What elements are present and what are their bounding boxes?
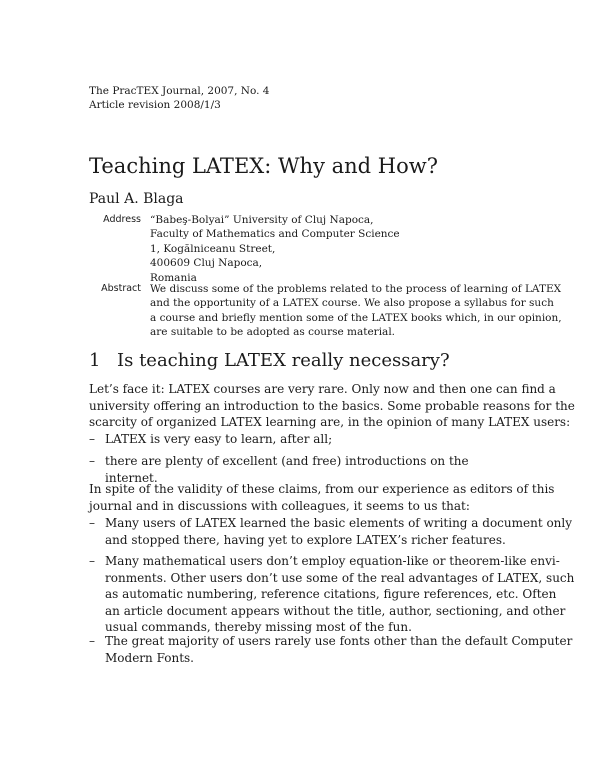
paragraph-line: journal and in discussions with colleagues, it seems to us that: [89, 498, 470, 513]
address-line: “Babeş-Bolyai” University of Cluj Napoca, [150, 214, 374, 226]
list-line: and stopped there, having yet to explore LATEX’s richer features. [105, 532, 506, 547]
list-line: as automatic numbering, reference citations, figure references, etc. Often [105, 587, 557, 601]
section-title: Is teaching LATEX really necessary? [117, 350, 450, 371]
paragraph [89, 481, 555, 514]
list-line: usual commands, thereby missing most of the fun. [105, 620, 412, 634]
list-dash: – [89, 634, 95, 648]
journal-line: The PracTEX Journal, 2007, No. 4 [89, 85, 270, 97]
address-line: 1, Kogălniceanu Street, [150, 242, 276, 255]
address-line: 400609 Cluj Napoca, [150, 257, 263, 270]
list-item-text [105, 515, 573, 548]
journal-header [89, 84, 269, 112]
list-line: The great majority of users rarely use fonts other than the default Computer [105, 634, 573, 648]
abstract-line: We discuss some of the problems related to the process of learning of LATEX [150, 283, 562, 295]
section-number: 1 [89, 350, 101, 371]
section-heading [89, 349, 450, 373]
list-dash: – [89, 432, 95, 446]
address-text [150, 213, 515, 285]
paragraph-line: university offering an introduction to the basics. Some probable reasons for the [89, 398, 575, 413]
paragraph [89, 381, 575, 431]
list-line: Many users of LATEX learned the basic elements of writing a document only [105, 516, 573, 530]
paragraph-line: scarcity of organized LATEX learning are, in the opinion of many LATEX users: [89, 415, 571, 429]
abstract-line: are suitable to be adopted as course material. [150, 326, 396, 339]
paragraph-line: Let’s face it: LATEX courses are very rare. Only now and then one can find a [89, 382, 556, 396]
list-line: an article document appears without the title, author, sectioning, and other [105, 603, 566, 618]
list-item-text: there are plenty of excellent (and free) introductions on the internet. [105, 454, 469, 485]
paragraph-line: In spite of the validity of these claims, from our experience as editors of this [89, 482, 555, 496]
list-item-text [105, 633, 573, 666]
abstract-label: Abstract [101, 283, 141, 294]
list-item-text: LATEX is very easy to learn, after all; [105, 432, 333, 446]
list-dash: – [89, 454, 95, 468]
address-line: Faculty of Mathematics and Computer Science [150, 228, 400, 241]
paper-title: Teaching LATEX: Why and How? [89, 154, 438, 178]
list-line: ronments. Other users don’t use some of the real advantages of LATEX, such [105, 570, 575, 585]
list-item-text [105, 553, 575, 636]
abstract-line: a course and briefly mention some of the LATEX books which, in our opinion, [150, 311, 562, 324]
list-line: Modern Fonts. [105, 650, 194, 665]
list-line: Many mathematical users don’t employ equation-like or theorem-like envi- [105, 554, 560, 568]
address-label: Address [103, 214, 141, 225]
list-dash: – [89, 554, 95, 568]
paper-author: Paul A. Blaga [89, 191, 184, 207]
revision-line: Article revision 2008/1/3 [89, 99, 221, 111]
list-dash: – [89, 516, 95, 530]
abstract-line: and the opportunity of a LATEX course. We also propose a syllabus for such [150, 297, 554, 310]
address-line: Romania [150, 271, 197, 284]
abstract-text [150, 282, 562, 340]
